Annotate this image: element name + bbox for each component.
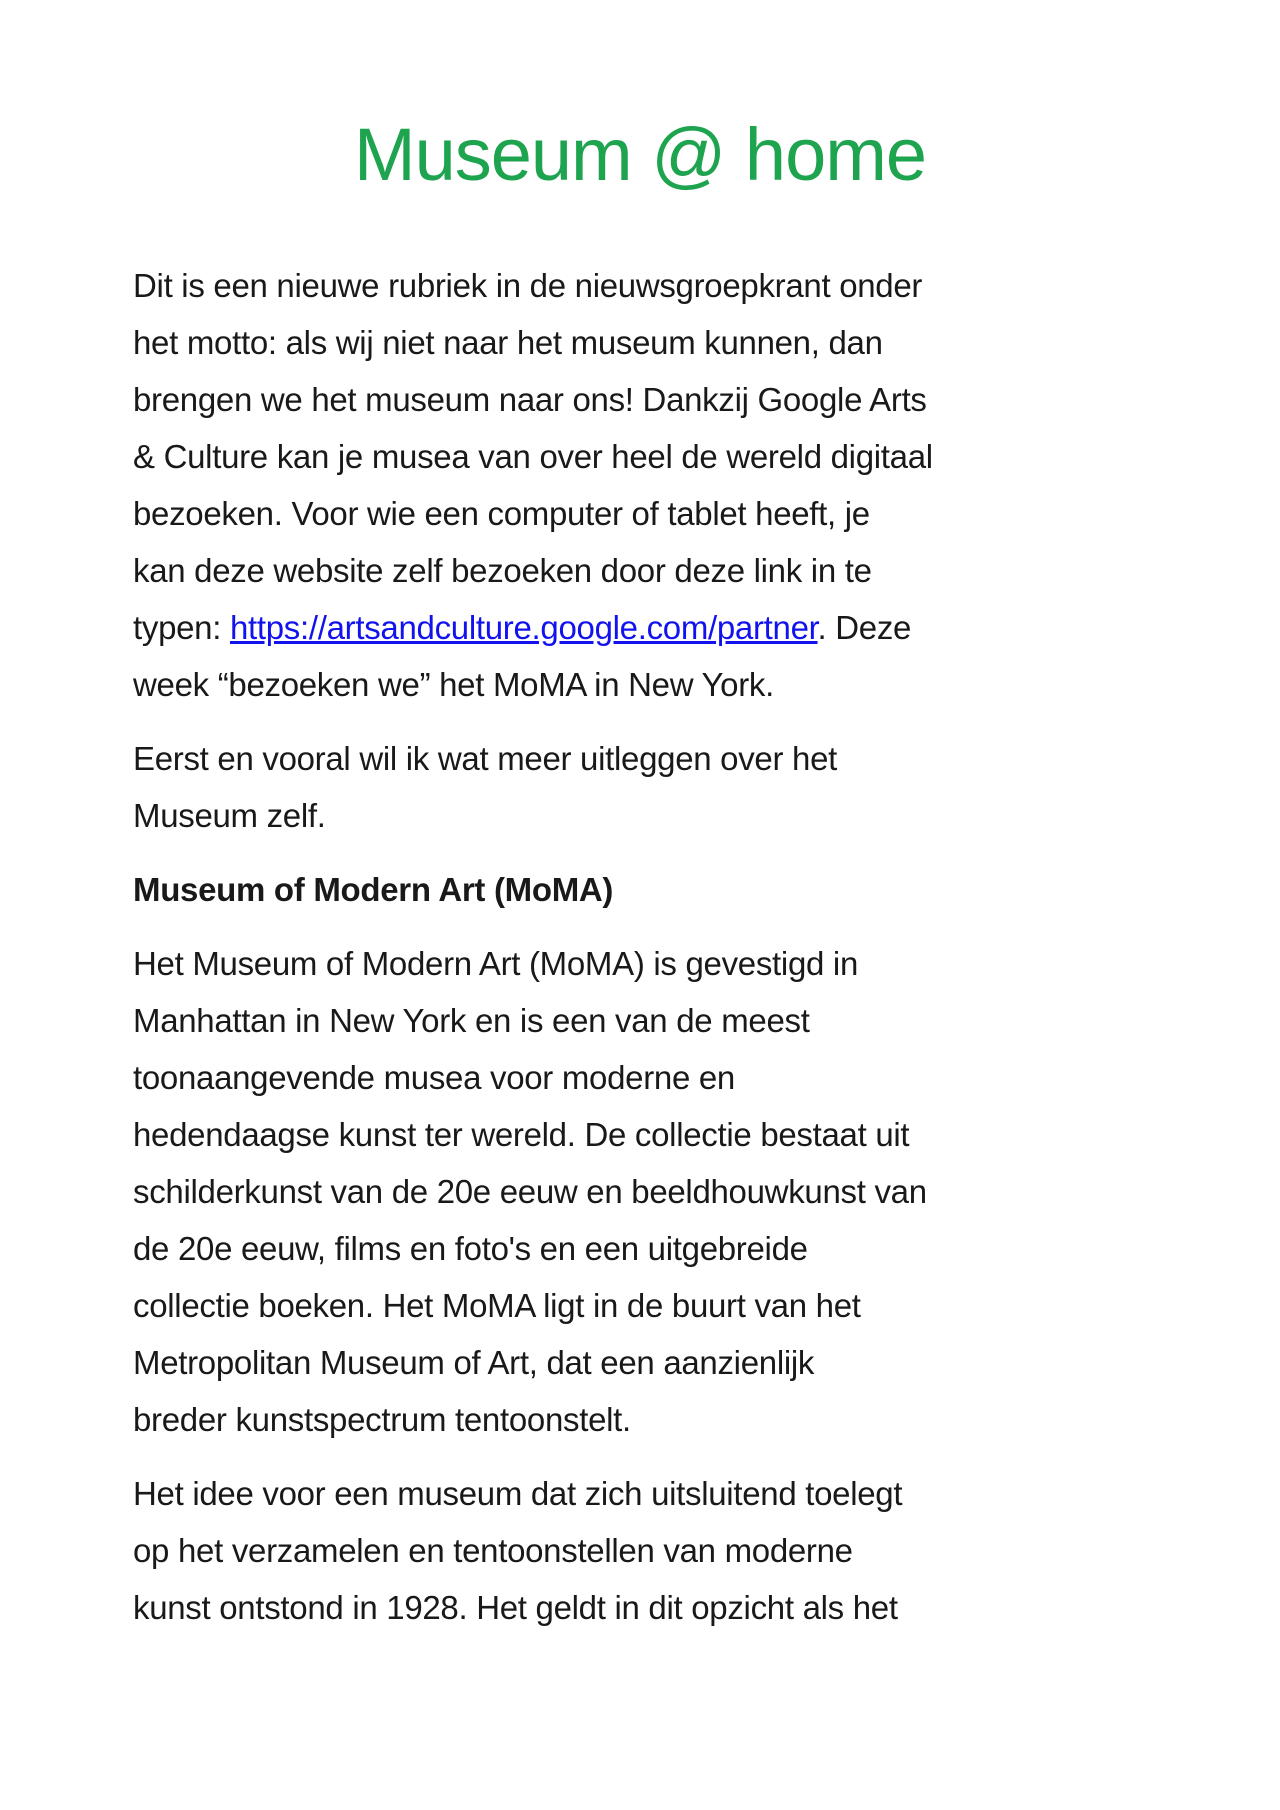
text-line: Dit is een nieuwe rubriek in de nieuwsgroepkrant onder	[133, 267, 923, 304]
intro-paragraph	[133, 257, 1147, 713]
text-line: breder kunstspectrum tentoonstelt.	[133, 1401, 631, 1438]
text-line: hedendaagse kunst ter wereld. De collectie bestaat uit	[133, 1116, 910, 1153]
text-line: week “bezoeken we” het MoMA in New York.	[133, 666, 774, 703]
text-line: op het verzamelen en tentoonstellen van moderne	[133, 1532, 853, 1569]
intro-lines	[133, 257, 1147, 599]
text-line: Eerst en vooral wil ik wat meer uitleggen over het	[133, 740, 838, 777]
link-suffix-text: . Deze	[817, 609, 912, 646]
text-line: toonaangevende musea voor moderne en	[133, 1059, 735, 1096]
text-line: Het Museum of Modern Art (MoMA) is gevestigd in	[133, 945, 859, 982]
text-line: Museum zelf.	[133, 797, 326, 834]
text-line: collectie boeken. Het MoMA ligt in de buurt van het	[133, 1287, 861, 1324]
page-title: Museum @ home	[353, 113, 927, 196]
second-paragraph-lines	[133, 730, 1147, 844]
text-line-with-link	[133, 599, 1147, 656]
moma-history-lines	[133, 1465, 1147, 1636]
artsandculture-hyperlink[interactable]: https://artsandculture.google.com/partner	[229, 609, 818, 646]
text-line: bezoeken. Voor wie een computer of tablet heeft, je	[133, 495, 870, 532]
moma-description-paragraph	[133, 935, 1147, 1448]
text-line: Manhattan in New York en is een van de meest	[133, 1002, 810, 1039]
text-line: kan deze website zelf bezoeken door deze link in te	[133, 552, 872, 589]
text-line: Metropolitan Museum of Art, dat een aanzienlijk	[133, 1344, 815, 1381]
second-paragraph	[133, 730, 1147, 844]
text-line: & Culture kan je musea van over heel de wereld digitaal	[133, 438, 933, 475]
text-line: schilderkunst van de 20e eeuw en beeldhouwkunst van	[133, 1173, 927, 1210]
moma-description-lines	[133, 935, 1147, 1448]
text-line: Het idee voor een museum dat zich uitsluitend toelegt	[133, 1475, 903, 1512]
section-heading-text: Museum of Modern Art (MoMA)	[133, 871, 614, 908]
text-line: het motto: als wij niet naar het museum kunnen, dan	[133, 324, 883, 361]
moma-history-paragraph	[133, 1465, 1147, 1636]
text-line: brengen we het museum naar ons! Dankzij Google Arts	[133, 381, 927, 418]
text-line: kunst ontstond in 1928. Het geldt in dit opzicht als het	[133, 1589, 898, 1626]
link-prefix-text: typen:	[133, 609, 230, 646]
section-heading	[133, 861, 1147, 918]
text-line: de 20e eeuw, films en foto's en een uitgebreide	[133, 1230, 808, 1267]
